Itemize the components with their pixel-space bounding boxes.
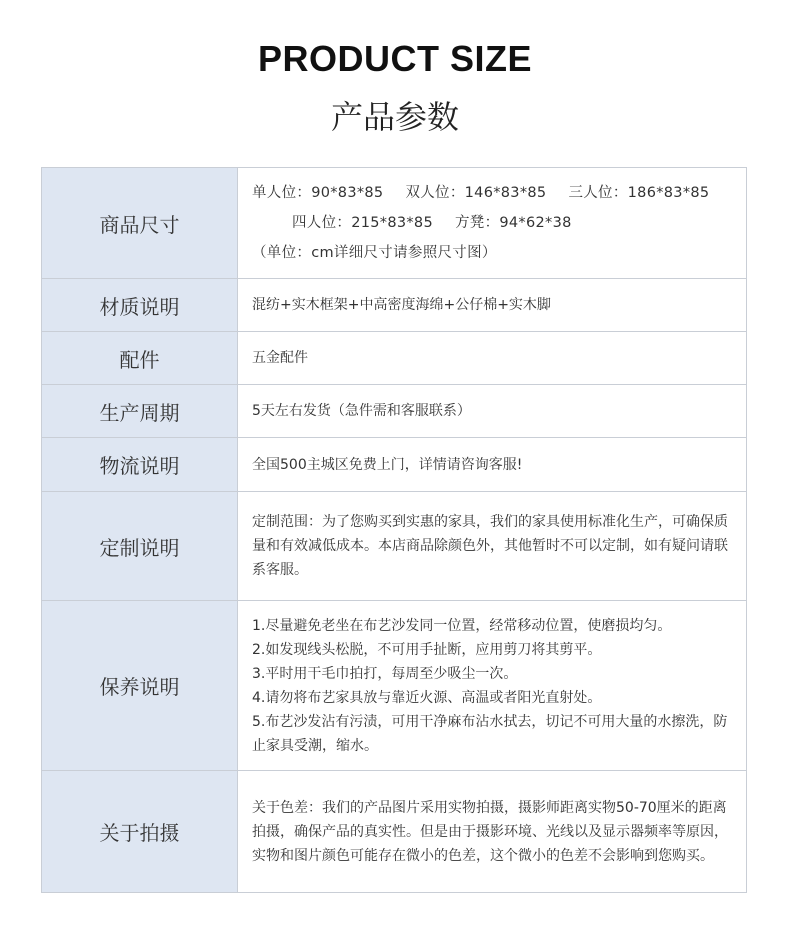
material-value: 混纺+实木框架+中高密度海绵+公仔棉+实木脚 <box>238 279 747 332</box>
size-label: 商品尺寸 <box>42 168 238 279</box>
page-title-cn: 产品参数 <box>330 98 459 136</box>
size-stool: 方凳：94*62*38 <box>454 215 572 231</box>
size-unit-note: （单位：cm详细尺寸请参照尺寸图） <box>252 245 497 261</box>
table-row-production <box>42 385 747 438</box>
table-row-size <box>42 168 747 279</box>
photo-label: 关于拍摄 <box>42 771 238 893</box>
custom-label: 定制说明 <box>42 492 238 601</box>
size-quad: 四人位：215*83*85 <box>292 215 433 231</box>
table-row-accessories <box>42 332 747 385</box>
care-label: 保养说明 <box>42 601 238 771</box>
size-value <box>238 168 747 279</box>
size-line-1 <box>252 178 732 208</box>
accessories-value: 五金配件 <box>238 332 747 385</box>
production-value: 5天左右发货（急件需和客服联系） <box>238 385 747 438</box>
table-row-custom <box>42 492 747 601</box>
table-row-material <box>42 279 747 332</box>
care-item: 1.尽量避免老坐在布艺沙发同一位置，经常移动位置，使磨损均匀。 <box>252 617 672 634</box>
size-double: 双人位：146*83*85 <box>405 185 547 201</box>
size-single: 单人位：90*83*85 <box>252 185 384 201</box>
care-item: 4.请勿将布艺家具放与靠近火源、高温或者阳光直射处。 <box>252 689 602 706</box>
care-item: 5.布艺沙发沾有污渍，可用干净麻布沾水拭去，切记不可用大量的水擦洗，防止家具受潮，缩水。 <box>252 713 728 754</box>
table-row-logistics <box>42 438 747 492</box>
care-value <box>238 601 747 771</box>
logistics-label: 物流说明 <box>42 438 238 492</box>
product-spec-table <box>41 167 747 893</box>
care-item: 3.平时用干毛巾拍打，每周至少吸尘一次。 <box>252 665 518 682</box>
production-label: 生产周期 <box>42 385 238 438</box>
accessories-label: 配件 <box>42 332 238 385</box>
photo-value: 关于色差：我们的产品图片采用实物拍摄，摄影师距离实物50-70厘米的距离拍摄，确保产品的真实性。但是由于摄影环境、光线以及显示器频率等原因，实物和图片颜色可能存在微小的色差，这个微小的色差不会影响到您购买。 <box>238 771 747 893</box>
material-label: 材质说明 <box>42 279 238 332</box>
size-triple: 三人位：186*83*85 <box>568 185 710 201</box>
care-item: 2.如发现线头松脱，不可用手扯断，应用剪刀将其剪平。 <box>252 641 602 658</box>
logistics-value: 全国500主城区免费上门，详情请咨询客服! <box>238 438 747 492</box>
custom-value: 定制范围：为了您购买到实惠的家具，我们的家具使用标准化生产，可确保质量和有效减低成本。本店商品除颜色外，其他暂时不可以定制，如有疑问请联系客服。 <box>238 492 747 601</box>
page-title-en: PRODUCT SIZE <box>257 38 532 79</box>
size-line-2 <box>252 208 732 238</box>
table-row-care <box>42 601 747 771</box>
table-row-photo <box>42 771 747 893</box>
